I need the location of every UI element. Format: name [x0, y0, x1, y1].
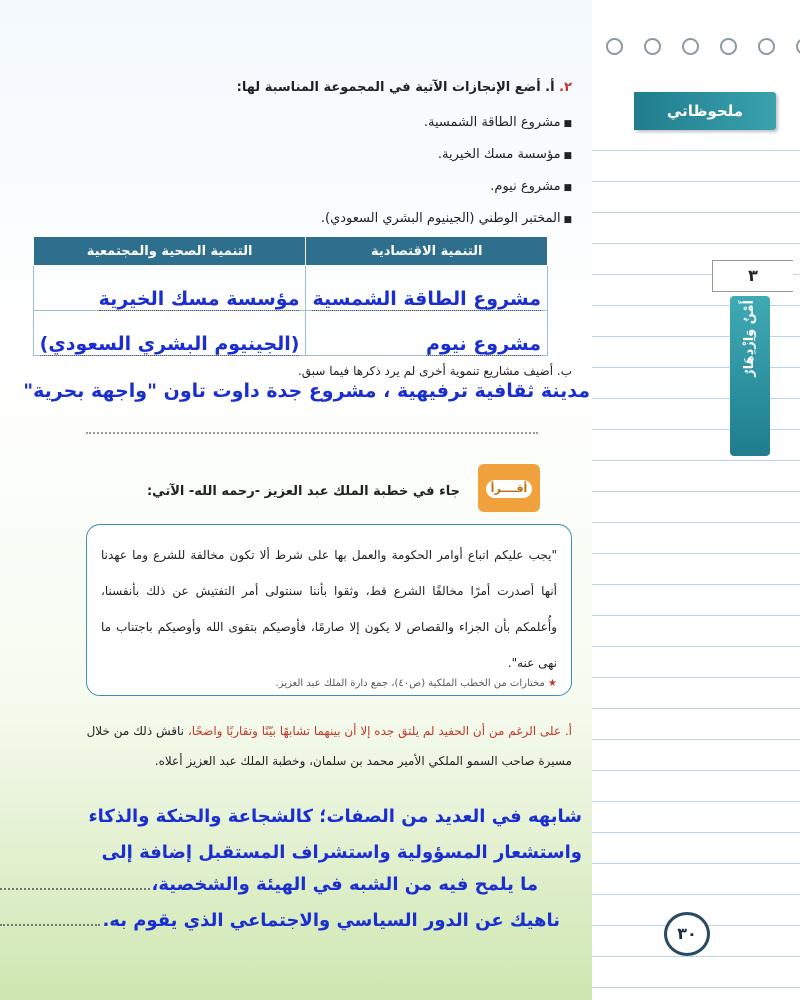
handwritten-answer: مشروع الطاقة الشمسية [312, 288, 541, 310]
ring-icon [758, 38, 775, 55]
question-label: أ. أضع الإنجازات الآتية في المجموعة المناسبة لها: [236, 80, 555, 95]
ring-icon [682, 38, 699, 55]
question-2-heading [237, 80, 572, 95]
read-title: جاء في خطبة الملك عبد العزيز -رحمه الله- الآتي: [146, 484, 460, 499]
table-header: التنمية الصحية والمجتمعية [33, 237, 306, 266]
list-item: ■ المختبر الوطني (الجينيوم البشري السعودي). [321, 206, 572, 238]
question-3-prompt: ناقش ذلك من خلال مسيرة صاحب السمو الملكي الأمير محمد بن سلمان، وخطبة الملك عبد العزيز أعلاه. [86, 724, 572, 768]
handwritten-answer[interactable]: ما يلمح فيه من الشبه في الهيئة والشخصية، [151, 874, 538, 895]
table-cell[interactable] [306, 266, 548, 311]
question-3 [72, 716, 572, 776]
ring-icon [796, 38, 800, 55]
list-item: ■ مشروع نيوم. [321, 174, 572, 206]
star-icon: ★ [548, 678, 557, 689]
ring-icon [606, 38, 623, 55]
handwritten-answer: مشروع نيوم [425, 333, 541, 355]
answer-line [86, 432, 538, 434]
table-row [33, 266, 547, 311]
binder-rings [606, 38, 800, 55]
table-cell[interactable] [33, 266, 306, 311]
handwritten-answer[interactable]: واستشعار المسؤولية واستشراف المستقبل إضافة إلى [101, 842, 582, 863]
page-number: ٣٠ [664, 912, 710, 956]
chapter-number: ٣ [712, 260, 793, 292]
quote-source [276, 678, 557, 689]
table-row [33, 311, 547, 356]
answer-line [0, 888, 150, 890]
quote-box [86, 524, 572, 696]
question-3-intro: أ. على الرغم من أن الحفيد لم يلتق جده إلا أن بينهما تشابهًا بيّنًا وتقاربًا واضحًا، [187, 724, 572, 738]
answer-line [0, 924, 100, 926]
question-2b-label: ب. أضيف مشاريع تنموية أخرى لم يرد ذكرها فيما سبق. [297, 364, 572, 378]
handwritten-answer[interactable]: مدينة ثقافية ترفيهية ، مشروع جدة داوت تاون "واجهة بحرية" [23, 380, 590, 402]
list-item: ■ مؤسسة مسك الخيرية. [321, 142, 572, 174]
notes-panel [592, 0, 800, 1000]
question-number: ٢. [559, 80, 572, 95]
read-icon-label: أقــــرأ [486, 480, 532, 498]
handwritten-answer[interactable]: ناهيك عن الدور السياسي والاجتماعي الذي يقوم به. [102, 910, 560, 931]
achievements-list [321, 110, 572, 238]
chapter-name: أَمْنٌ وَاِزْدِهَارٌ [742, 300, 757, 377]
ring-icon [644, 38, 661, 55]
handwritten-answer: (الجينيوم البشري السعودي) [39, 333, 300, 355]
ring-icon [720, 38, 737, 55]
quote-source-text: مختارات من الخطب الملكية (ص٤٠)، جمع دارة الملك عبد العزيز. [275, 678, 545, 689]
table-cell[interactable] [33, 311, 306, 356]
table-cell[interactable] [306, 311, 548, 356]
classification-table [33, 236, 548, 356]
notes-title: ملحوظاتي [634, 92, 776, 130]
list-item: ■ مشروع الطاقة الشمسية. [321, 110, 572, 142]
handwritten-answer: مؤسسة مسك الخيرية [98, 288, 300, 310]
handwritten-answer[interactable]: شابهه في العديد من الصفات؛ كالشجاعة والحنكة والذكاء [88, 806, 582, 827]
open-book-icon [478, 464, 540, 512]
quote-text: "يجب عليكم اتباع أوامر الحكومة والعمل بها على شرط ألا تكون مخالفة للشرع وما عهدنا أنها أصدرت أمرًا مخالفًا الشرع قط، وثقوا بأننا سنتولى أمر التفتيش عن ذلك بأنفسنا، وأُعلمكم بأن الجزاء والقصاص لا يكون إلا صارمًا، فأوصيكم بتقوى الله وأوصيكم باجتناب ما نهى عنه". [101, 548, 557, 670]
table-header: التنمية الاقتصادية [306, 237, 548, 266]
